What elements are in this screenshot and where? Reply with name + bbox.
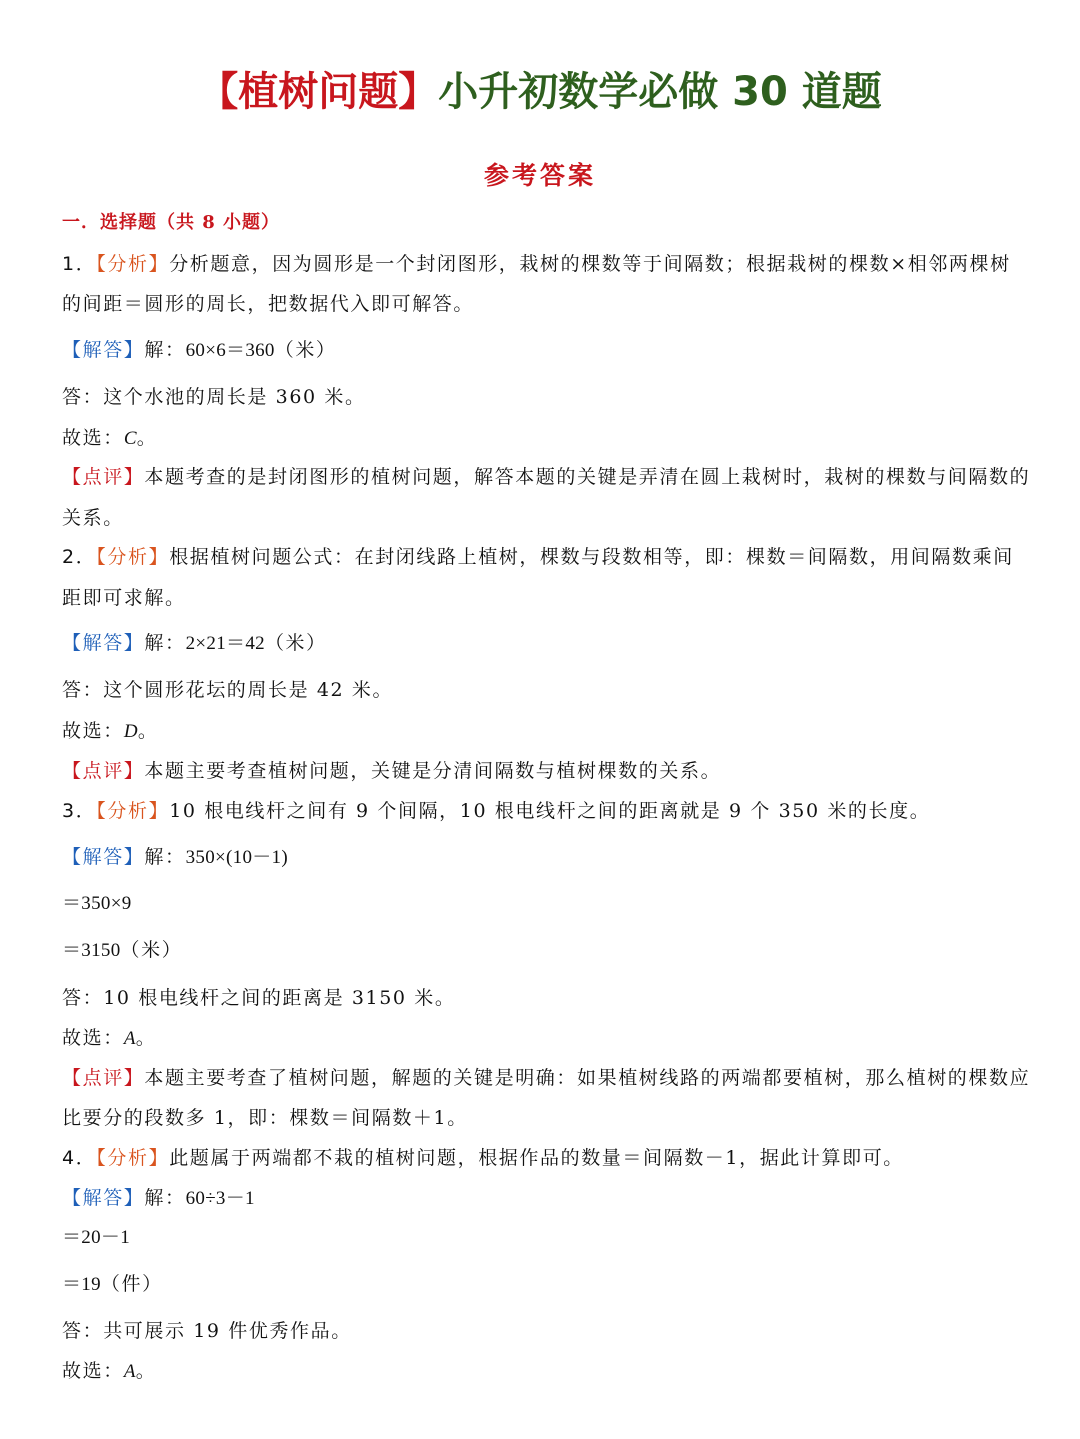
solution-prefix: 解： xyxy=(144,632,186,654)
q4-choice-line xyxy=(62,1357,156,1386)
q3-analysis-line xyxy=(62,797,930,825)
q2-comment-line xyxy=(62,757,721,785)
q4-analysis-line xyxy=(62,1144,904,1172)
q3-choice: A xyxy=(123,1028,136,1049)
q4-step-2: ＝20－1 xyxy=(62,1227,131,1248)
solution-prefix: 解： xyxy=(144,339,186,361)
q4-step-3: ＝19 xyxy=(62,1274,101,1295)
q1-comment-cont: 关系。 xyxy=(62,507,124,529)
title-main: 小升初数学必做 30 道题 xyxy=(438,69,882,115)
q1-answer: 答：这个水池的周长是 360 米。 xyxy=(62,386,366,408)
q3-comment-cont: 比要分的段数多 1，即：棵数＝间隔数＋1。 xyxy=(62,1107,468,1129)
analysis-tag: 【分析】 xyxy=(96,253,170,275)
choice-prefix: 故选： xyxy=(62,1027,124,1049)
solution-prefix: 解： xyxy=(144,1187,186,1209)
page-subtitle: 参考答案 xyxy=(483,161,596,190)
q4-solution-line xyxy=(62,1184,255,1213)
q2-choice: D xyxy=(123,721,138,742)
choice-prefix: 故选： xyxy=(62,427,124,449)
q2-choice-line xyxy=(62,717,158,746)
solution-tag: 【解答】 xyxy=(62,1187,145,1209)
q1-choice-line xyxy=(62,424,157,453)
choice-end: 。 xyxy=(137,720,159,742)
unit-label: （米） xyxy=(274,339,337,361)
q4-choice: A xyxy=(123,1361,136,1382)
q2-analysis-cont: 距即可求解。 xyxy=(62,587,186,609)
q1-choice: C xyxy=(123,428,137,449)
solution-tag: 【解答】 xyxy=(62,632,145,654)
unit-label: （米） xyxy=(120,939,183,961)
q3-choice-line xyxy=(62,1024,156,1053)
q1-solution-math: 60×6＝360 xyxy=(185,340,275,361)
q1-analysis-text: 分析题意，因为圆形是一个封闭图形，栽树的棵数等于间隔数；根据栽树的棵数×相邻两棵树 xyxy=(169,253,1011,275)
q1-solution-line xyxy=(62,336,337,365)
q3-solution-line xyxy=(62,843,288,872)
q3-solution-math: 350×(10－1) xyxy=(185,847,288,868)
q2-solution-line xyxy=(62,629,327,658)
q4-number: 4． xyxy=(62,1147,97,1169)
analysis-tag: 【分析】 xyxy=(96,1147,170,1169)
q3-number: 3． xyxy=(62,800,97,822)
q3-answer: 答：10 根电线杆之间的距离是 3150 米。 xyxy=(62,987,456,1009)
solution-tag: 【解答】 xyxy=(62,846,145,868)
comment-tag: 【点评】 xyxy=(62,1067,145,1089)
q1-comment-text: 本题考查的是封闭图形的植树问题，解答本题的关键是弄清在圆上栽树时，栽树的棵数与间隔数的 xyxy=(144,466,1031,488)
q4-answer: 答：共可展示 19 件优秀作品。 xyxy=(62,1320,352,1342)
comment-tag: 【点评】 xyxy=(62,466,145,488)
q1-number: 1． xyxy=(62,253,97,275)
title-topic: 【植树问题】 xyxy=(198,69,439,115)
q3-comment-text: 本题主要考查了植树问题，解题的关键是明确：如果植树线路的两端都要植树，那么植树的棵数应 xyxy=(144,1067,1031,1089)
q3-step-3-line xyxy=(62,936,182,965)
analysis-tag: 【分析】 xyxy=(96,546,170,568)
unit-label: （米） xyxy=(264,632,327,654)
page-title xyxy=(0,66,1080,118)
q1-analysis-cont: 的间距＝圆形的周长，把数据代入即可解答。 xyxy=(62,293,475,315)
unit-label: （件） xyxy=(100,1273,163,1295)
q4-step-3-line xyxy=(62,1270,163,1299)
choice-end: 。 xyxy=(135,1360,157,1382)
choice-end: 。 xyxy=(135,1027,157,1049)
comment-tag: 【点评】 xyxy=(62,760,145,782)
q2-answer: 答：这个圆形花坛的周长是 42 米。 xyxy=(62,679,394,701)
choice-prefix: 故选： xyxy=(62,1360,124,1382)
section-heading: 一．选择题（共 8 小题） xyxy=(62,212,281,233)
analysis-tag: 【分析】 xyxy=(96,800,170,822)
choice-prefix: 故选： xyxy=(62,720,124,742)
q3-step-2: ＝350×9 xyxy=(62,893,132,914)
q2-analysis-text: 根据植树问题公式：在封闭线路上植树，棵数与段数相等，即：棵数＝间隔数，用间隔数乘间 xyxy=(169,546,1014,568)
q2-solution-math: 2×21＝42 xyxy=(185,633,265,654)
solution-prefix: 解： xyxy=(144,846,186,868)
q2-analysis-line xyxy=(62,543,1014,571)
q2-comment-text: 本题主要考查植树问题，关键是分清间隔数与植树棵数的关系。 xyxy=(144,760,722,782)
q1-analysis-line xyxy=(62,250,1011,278)
q4-analysis-text: 此题属于两端都不栽的植树问题，根据作品的数量＝间隔数－1，据此计算即可。 xyxy=(169,1147,904,1169)
q3-step-3: ＝3150 xyxy=(62,940,121,961)
q3-analysis-text: 10 根电线杆之间有 9 个间隔，10 根电线杆之间的距离就是 9 个 350 米的长度。 xyxy=(169,800,931,822)
q1-comment-line xyxy=(62,463,1030,491)
q3-comment-line xyxy=(62,1064,1030,1092)
q2-number: 2． xyxy=(62,546,97,568)
choice-end: 。 xyxy=(136,427,158,449)
q4-solution-math: 60÷3－1 xyxy=(185,1188,255,1209)
solution-tag: 【解答】 xyxy=(62,339,145,361)
